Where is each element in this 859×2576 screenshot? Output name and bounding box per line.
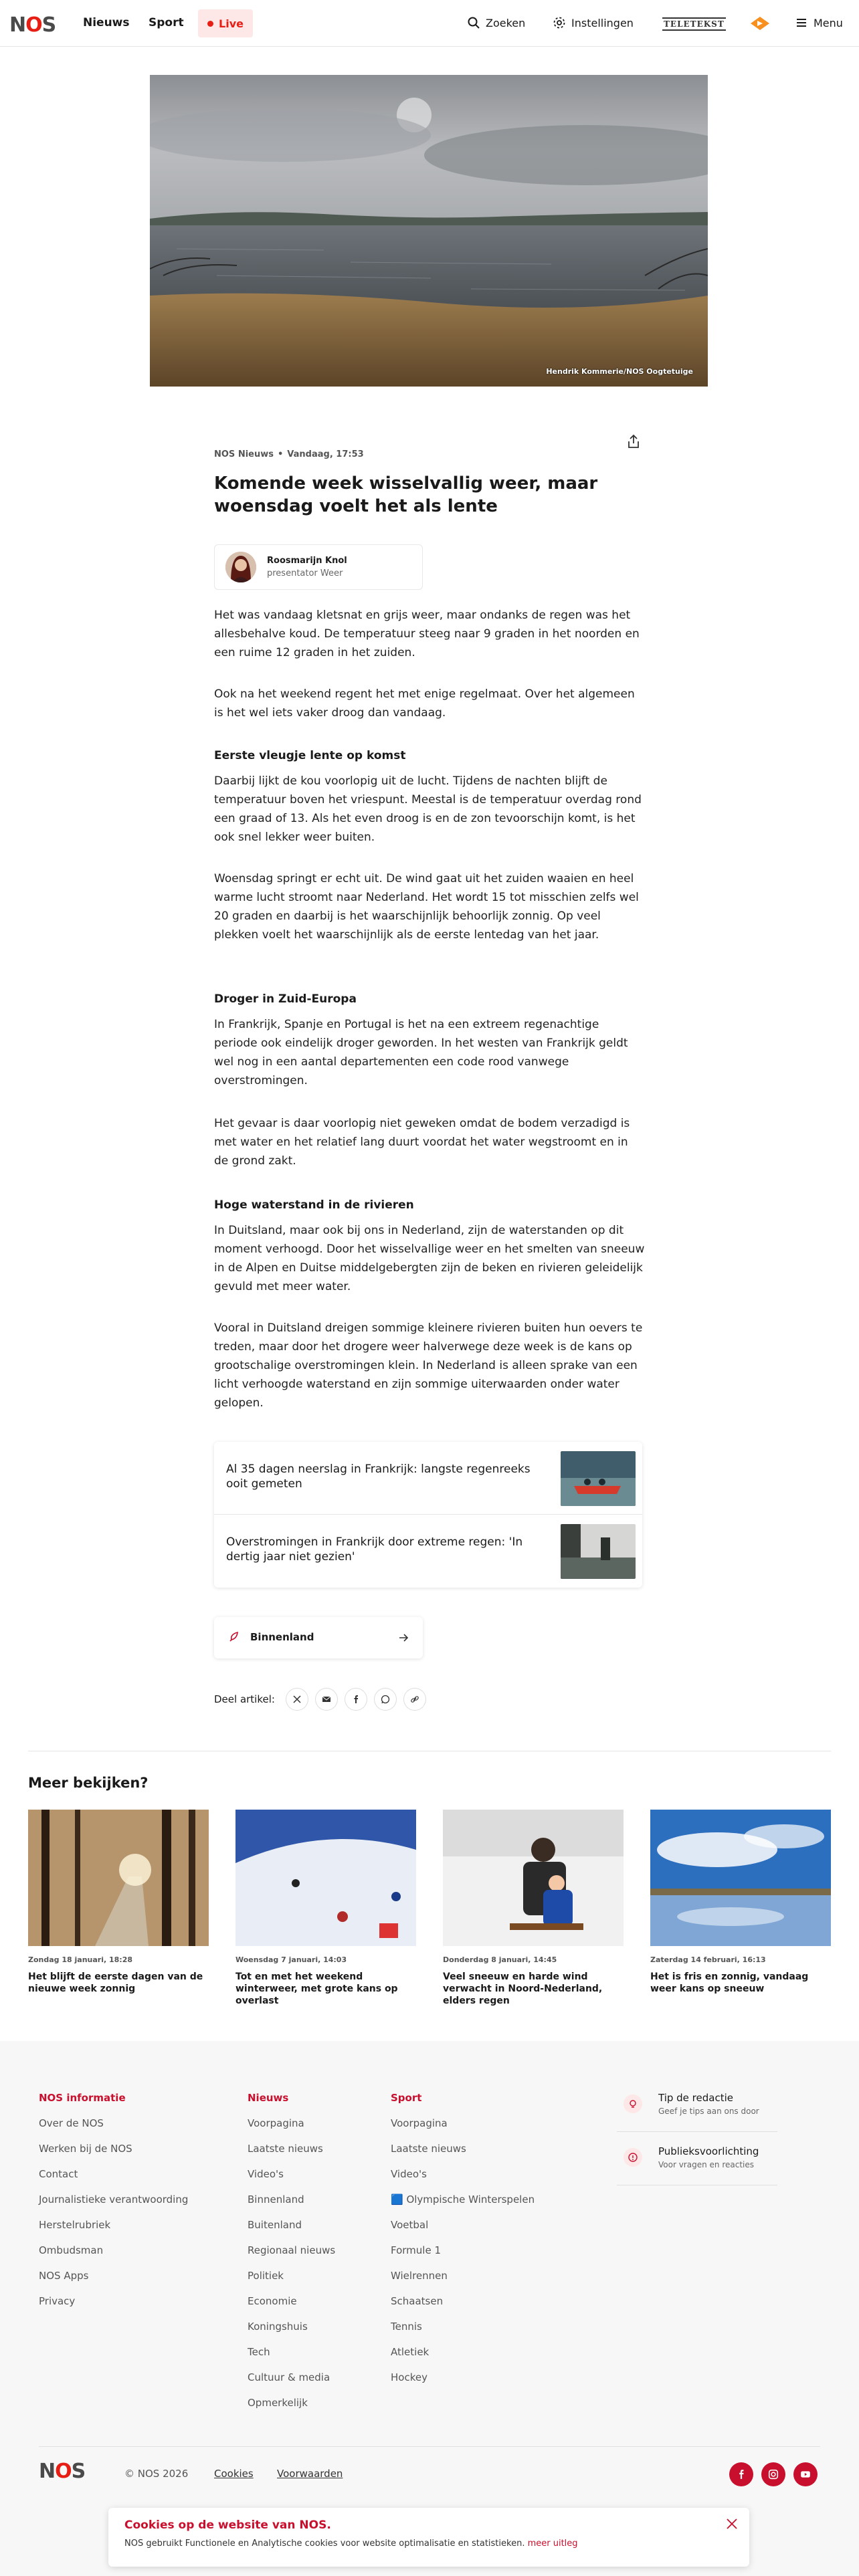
share-whatsapp-button[interactable] xyxy=(374,1688,397,1711)
cookie-description: NOS gebruikt Functionele en Analytische cookies voor website optimalisatie en statistieken. xyxy=(124,2539,525,2549)
footer-link[interactable]: Over de NOS xyxy=(39,2117,104,2129)
footer-heading: NOS informatie xyxy=(39,2092,126,2104)
gear-icon xyxy=(553,16,566,29)
footer-link[interactable]: Politiek xyxy=(248,2270,284,2282)
paragraph: Ook na het weekend regent het met enige regelmaat. Over het algemeen is het wel iets vaker droog dan vandaag. xyxy=(214,687,635,720)
search-label: Zoeken xyxy=(486,16,526,29)
search-button[interactable] xyxy=(467,16,525,29)
author-avatar xyxy=(225,552,256,582)
footer-link[interactable]: Tech xyxy=(248,2346,270,2358)
hero-image xyxy=(150,75,708,387)
footer-link[interactable]: Herstelrubriek xyxy=(39,2219,111,2231)
article-meta: NOS Nieuws • Vandaag, 17:53 xyxy=(214,449,364,459)
footer-link[interactable]: Laatste nieuws xyxy=(248,2143,323,2155)
footer-link[interactable]: Economie xyxy=(248,2295,297,2307)
subheading: Eerste vleugje lente op komst xyxy=(214,749,406,762)
link-icon xyxy=(410,1695,419,1704)
topic-binnenland[interactable] xyxy=(214,1617,423,1658)
cookies-link[interactable]: Cookies xyxy=(214,2468,254,2480)
footer-heading: Nieuws xyxy=(248,2092,289,2104)
facebook-social-button[interactable] xyxy=(729,2462,753,2486)
share-row xyxy=(214,1688,433,1711)
paragraph: Vooral in Duitsland dreigen sommige kleinere rivieren buiten hun oevers te treden, maar door het drogere weer halverwege deze week is de kans op grootschalige overstromingen klein. In Nederland is alleen sprake van een licht verhoogde waterstand en zijn sommige uiterwaarden onder water gelopen. xyxy=(214,1321,643,1410)
mail-icon xyxy=(322,1695,331,1704)
footer-link[interactable]: Tennis xyxy=(391,2321,422,2333)
terms-link[interactable]: Voorwaarden xyxy=(277,2468,343,2480)
x-icon xyxy=(292,1695,302,1704)
card-title: Tot en met het weekend winterweer, met grote kans op overlast xyxy=(235,1971,398,2006)
cookie-banner xyxy=(108,2508,749,2567)
footer-link[interactable]: Wielrennen xyxy=(391,2270,448,2282)
footer-link[interactable]: Ombudsman xyxy=(39,2244,104,2256)
footer-link[interactable]: Binnenland xyxy=(248,2193,304,2206)
footer-link[interactable]: Buitenland xyxy=(248,2219,302,2231)
live-button[interactable] xyxy=(198,9,253,37)
nos-logo[interactable]: NOS xyxy=(9,13,56,37)
more-card[interactable] xyxy=(443,1810,624,2007)
footer-link[interactable]: NOS Apps xyxy=(39,2270,89,2282)
more-card[interactable] xyxy=(235,1810,416,2007)
paragraph: In Duitsland, maar ook bij ons in Nederland, zijn de waterstanden op dit moment verhoogd. Door het wisselvallige weer en het smelten van sneeuw in de Alpen en Duitse middelgebergten zijn de beken en rivieren geleidelijk gevuld met meer water. xyxy=(214,1224,645,1293)
info-subtitle: Voor vragen en reacties xyxy=(658,2160,754,2169)
settings-label: Instellingen xyxy=(571,16,634,29)
copyright: © NOS 2026 xyxy=(124,2468,189,2480)
info-circle-icon xyxy=(624,2148,642,2167)
paragraph: In Frankrijk, Spanje en Portugal is het na een extreem regenachtige periode ook eindelijk droger geworden. In het westen van Frankrijk geldt wel nog in een aantal departementen een code rood vanwege overstromingen. xyxy=(214,1018,628,1087)
footer-link[interactable]: Koningshuis xyxy=(248,2321,308,2333)
divider xyxy=(39,2446,820,2447)
footer-heading: Sport xyxy=(391,2092,422,2104)
article-title: Komende week wisselvallig weer, maar woensdag voelt het als lente xyxy=(214,473,598,516)
footer-link[interactable]: Video's xyxy=(248,2168,284,2180)
related-thumbnail xyxy=(561,1524,636,1579)
live-label: Live xyxy=(219,17,244,30)
site-header xyxy=(0,0,859,47)
info-title: Tip de redactie xyxy=(658,2092,733,2104)
info-subtitle: Geef je tips aan ons door xyxy=(658,2107,759,2116)
footer-link[interactable]: Cultuur & media xyxy=(248,2371,330,2383)
related-thumbnail xyxy=(561,1451,636,1506)
share-link-button[interactable] xyxy=(403,1688,426,1711)
tip-de-redactie-link[interactable] xyxy=(617,2086,777,2132)
footer-logo[interactable]: NOS xyxy=(39,2460,86,2483)
cookie-more-link[interactable]: meer uitleg xyxy=(527,2539,578,2549)
related-title: Al 35 dagen neerslag in Frankrijk: langste regenreeks ooit gemeten xyxy=(226,1463,531,1491)
instagram-icon xyxy=(768,2469,779,2480)
footer-col-nos-informatie xyxy=(39,2092,188,2321)
share-facebook-button[interactable] xyxy=(345,1688,367,1711)
related-item[interactable] xyxy=(214,1442,642,1514)
footer-link[interactable]: Journalistieke verantwoording xyxy=(39,2193,189,2206)
publieksvoorlichting-link[interactable] xyxy=(617,2140,777,2185)
npo-start-icon[interactable] xyxy=(748,14,772,33)
nav-sport[interactable]: Sport xyxy=(149,16,184,29)
footer-link[interactable]: Werken bij de NOS xyxy=(39,2143,132,2155)
card-title: Het is fris en zonnig, vandaag weer kans op sneeuw xyxy=(650,1971,809,1994)
footer-link[interactable]: Video's xyxy=(391,2168,427,2180)
arrow-right-icon xyxy=(397,1632,409,1644)
paragraph: Het gevaar is daar voorlopig niet geweken omdat de bodem verzadigd is met water en het relatief lang duurt voordat het water wegstroomt en in de grond zakt. xyxy=(214,1117,630,1168)
footer-link[interactable]: Voorpagina xyxy=(248,2117,304,2129)
footer-link[interactable]: Privacy xyxy=(39,2295,76,2307)
live-dot-icon xyxy=(207,21,213,27)
facebook-icon xyxy=(736,2469,747,2480)
footer-link[interactable]: Formule 1 xyxy=(391,2244,441,2256)
lightbulb-icon xyxy=(624,2095,642,2113)
card-image xyxy=(650,1810,831,1946)
related-item[interactable] xyxy=(214,1515,642,1587)
paragraph: Woensdag springt er echt uit. De wind gaat uit het zuiden waaien en heel warme lucht stroomt naar Nederland. Het wordt 15 tot misschien zelfs wel 20 graden en daarbij is het waarschijnlijk behoorlijk zonnig. Op veel plekken voelt het waarschijnlijk als de eerste lentedag van het jaar. xyxy=(214,872,639,942)
related-articles xyxy=(214,1442,642,1588)
more-section-title: Meer bekijken? xyxy=(28,1775,149,1791)
article-time: Vandaag, 17:53 xyxy=(287,449,364,459)
footer-link[interactable]: Regionaal nieuws xyxy=(248,2244,336,2256)
card-image xyxy=(443,1810,624,1946)
footer-link[interactable]: Voorpagina xyxy=(391,2117,448,2129)
facebook-icon xyxy=(351,1695,361,1704)
youtube-icon xyxy=(800,2469,811,2480)
lake-landscape-photo xyxy=(150,75,708,387)
footer-link[interactable]: Opmerkelijk xyxy=(248,2397,308,2409)
article-source: NOS Nieuws xyxy=(214,449,274,459)
footer-link[interactable]: Hockey xyxy=(391,2371,427,2383)
close-icon[interactable] xyxy=(724,2516,740,2532)
teletekst-link[interactable]: TELETEKST xyxy=(662,17,726,31)
hero-credit: Hendrik Kommerie/NOS Oogtetuige xyxy=(546,367,693,376)
share-mail-button[interactable] xyxy=(315,1688,338,1711)
menu-button[interactable] xyxy=(795,16,843,29)
footer-col-sport xyxy=(391,2092,535,2397)
more-card[interactable] xyxy=(28,1810,209,1995)
subheading: Droger in Zuid-Europa xyxy=(214,992,357,1006)
cookie-title: Cookies op de website van NOS. xyxy=(124,2518,331,2532)
card-title: Het blijft de eerste dagen van de nieuwe week zonnig xyxy=(28,1971,203,1994)
footer-link[interactable]: Schaatsen xyxy=(391,2295,444,2307)
card-title: Veel sneeuw en harde wind verwacht in Noord-Nederland, elders regen xyxy=(443,1971,603,2006)
paragraph: Daarbij lijkt de kou voorlopig uit de lucht. Tijdens de nachten blijft de temperatuur boven het vriespunt. Meestal is de temperatuur overdag rond een graad of 13. Als het even droog is en de zon tevoorschijn komt, is het ook snel lekker weer buiten. xyxy=(214,774,642,844)
footer-col-nieuws xyxy=(248,2092,335,2422)
paragraph: Het was vandaag kletsnat en grijs weer, maar ondanks de regen was het allesbehalve koud. De temperatuur steeg naar 9 graden in het noorden en een ruime 12 graden in het zuiden. xyxy=(214,609,640,659)
subheading: Hoge waterstand in de rivieren xyxy=(214,1198,414,1212)
footer-link[interactable]: Voetbal xyxy=(391,2219,429,2231)
related-title: Overstromingen in Frankrijk door extreme regen: 'In dertig jaar niet gezien' xyxy=(226,1535,523,1564)
author-role: presentator Weer xyxy=(267,568,343,578)
nav-nieuws[interactable]: Nieuws xyxy=(83,16,130,29)
menu-label: Menu xyxy=(814,16,843,29)
footer-link[interactable]: Atletiek xyxy=(391,2346,430,2358)
card-image xyxy=(235,1810,416,1946)
search-icon xyxy=(467,16,480,29)
share-x-button[interactable] xyxy=(286,1688,308,1711)
card-date: Zondag 18 januari, 18:28 xyxy=(28,1955,132,1964)
footer-link[interactable]: Contact xyxy=(39,2168,78,2180)
whatsapp-icon xyxy=(381,1695,390,1704)
card-date: Donderdag 8 januari, 14:45 xyxy=(443,1955,557,1964)
more-card[interactable] xyxy=(650,1810,831,1995)
card-image xyxy=(28,1810,209,1946)
footer-link[interactable]: 🟦 Olympische Winterspelen xyxy=(391,2193,535,2206)
card-date: Woensdag 7 januari, 14:03 xyxy=(235,1955,347,1964)
card-date: Zaterdag 14 februari, 16:13 xyxy=(650,1955,766,1964)
share-label: Deel artikel: xyxy=(214,1693,275,1705)
footer-link[interactable]: Laatste nieuws xyxy=(391,2143,466,2155)
hamburger-icon xyxy=(795,16,808,29)
topic-label: Binnenland xyxy=(250,1631,314,1643)
author-card[interactable] xyxy=(214,544,423,590)
author-name: Roosmarijn Knol xyxy=(267,556,347,566)
share-icon[interactable] xyxy=(626,433,642,449)
info-title: Publieksvoorlichting xyxy=(658,2145,759,2157)
youtube-social-button[interactable] xyxy=(793,2462,818,2486)
cookie-text xyxy=(124,2539,578,2549)
rocket-icon xyxy=(227,1630,241,1644)
settings-button[interactable] xyxy=(553,16,634,29)
instagram-social-button[interactable] xyxy=(761,2462,785,2486)
